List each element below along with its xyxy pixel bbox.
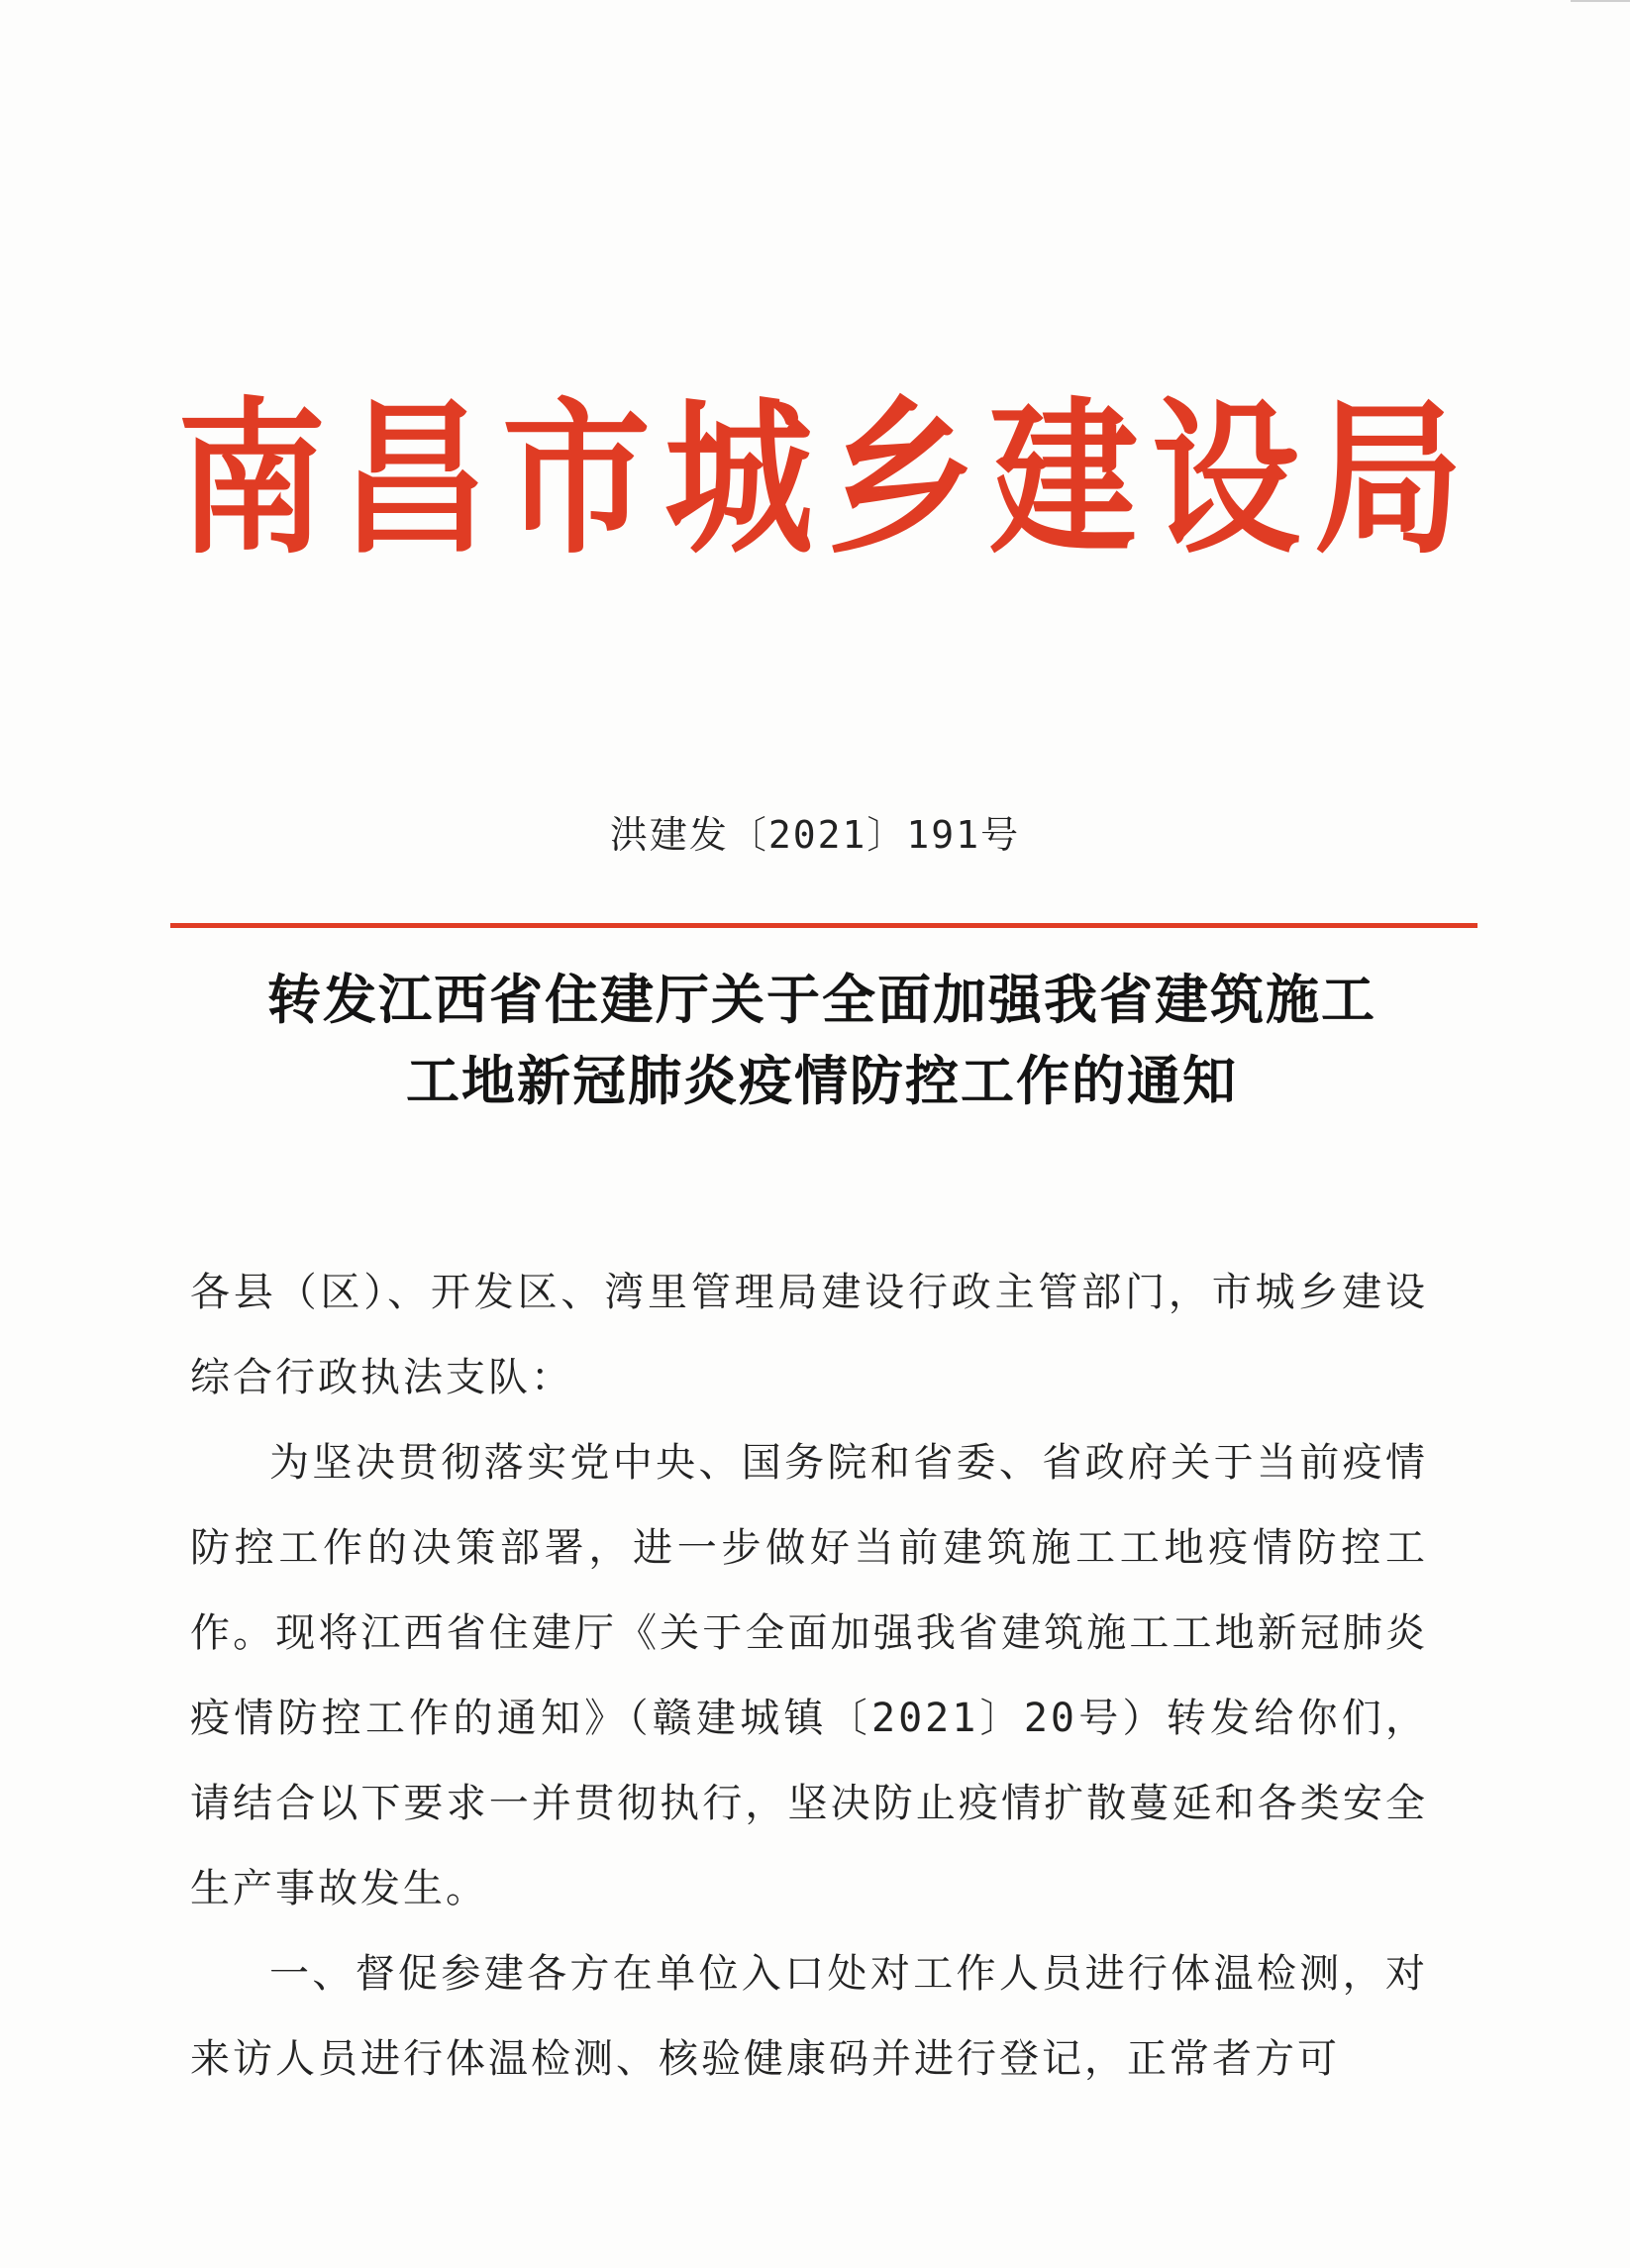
salutation: 各县（区）、开发区、湾里管理局建设行政主管部门，市城乡建设综合行政执法支队： [190,1270,1428,1400]
title-line-2: 工地新冠肺炎疫情防控工作的通知 [406,1049,1238,1112]
scan-corner-mark [1571,0,1630,8]
document-title [168,959,1476,1121]
title-line-1: 转发江西省住建厅关于全面加强我省建筑施工 [267,968,1376,1031]
issuing-authority-masthead: 南昌市城乡建设局 [176,383,1477,577]
body-paragraph-2: 一、督促参建各方在单位入口处对工作人员进行体温检测，对来访人员进行体温检测、核验健康码并进行登记，正常者方可 [190,1951,1428,2082]
document-number: 洪建发〔2021〕191号 [609,813,1021,857]
body-paragraph-1: 为坚决贯彻落实党中央、国务院和省委、省政府关于当前疫情防控工作的决策部署，进一步做好当前建筑施工工地疫情防控工作。现将江西省住建厅《关于全面加强我省建筑施工工地新冠肺炎疫情防控工作的通知》（赣建城镇〔2021〕20号）转发给你们，请结合以下要求一并贯彻执行，坚决防止疫情扩散蔓延和各类安全生产事故发生。 [190,1440,1428,1911]
red-divider-line [170,923,1477,928]
document-body [190,1250,1428,2102]
